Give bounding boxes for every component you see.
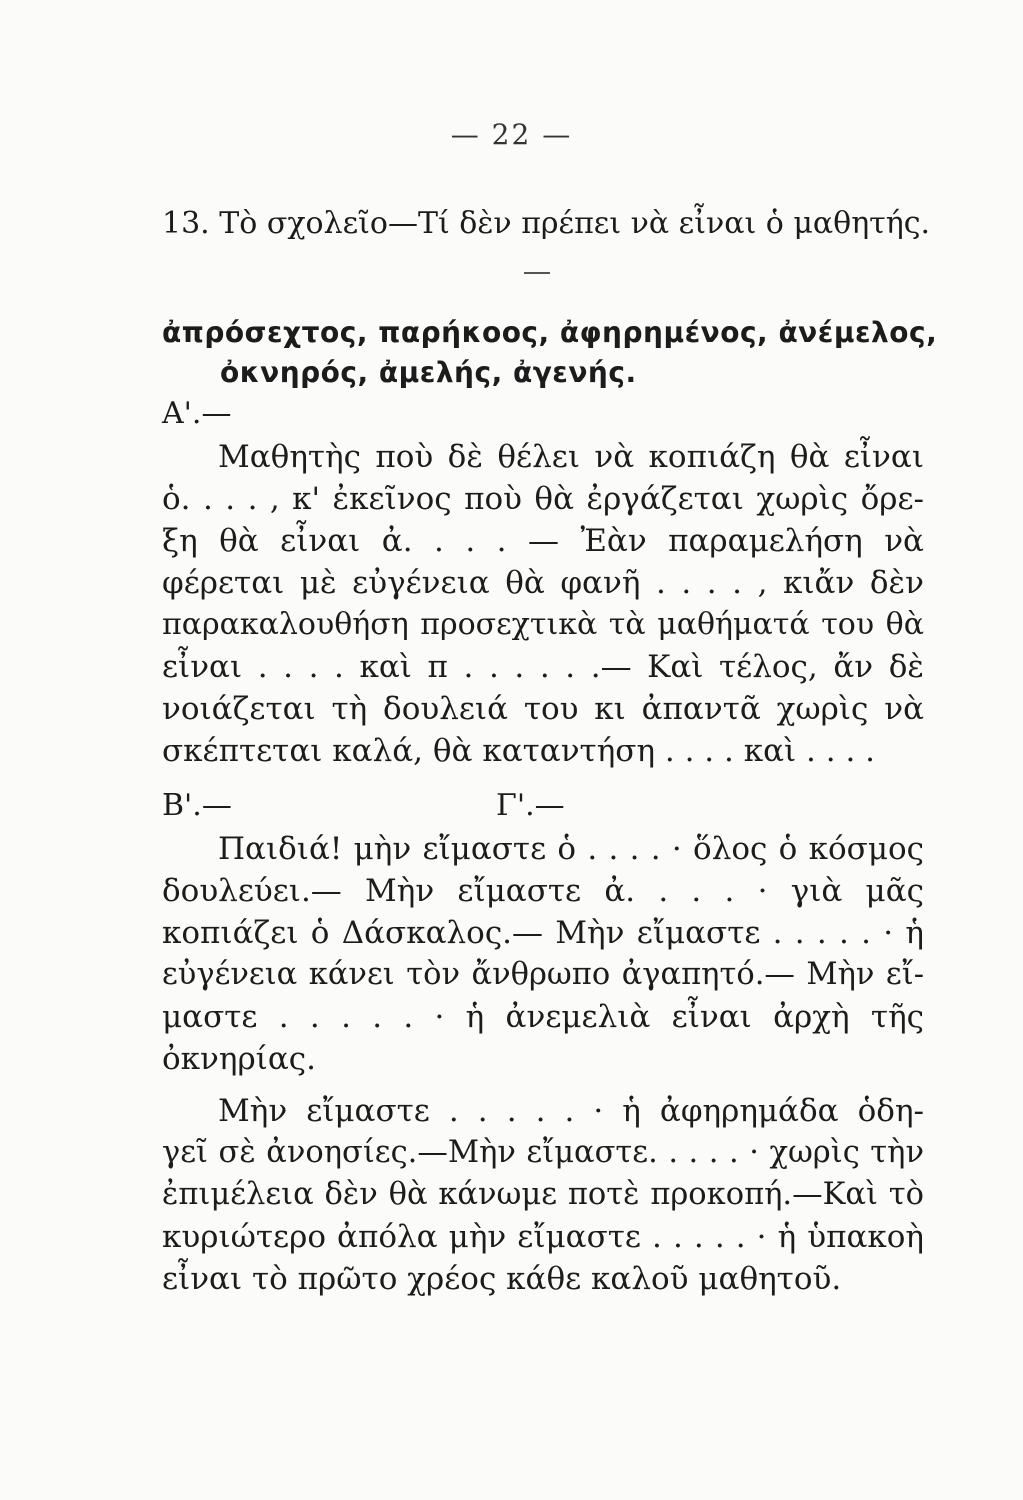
text-line: εἶναι . . . . καὶ π . . . . . .— Καὶ τέλος, ἄν δὲ bbox=[162, 649, 924, 685]
section-divider bbox=[524, 272, 550, 274]
text-line: παρακαλουθήση προσεχτικὰ τὰ μαθήματά του θὰ bbox=[162, 607, 924, 642]
text-line: Παιδιά! μὴν εἴμαστε ὁ . . . . · ὅλος ὁ κόσμος bbox=[218, 831, 924, 867]
text-line: δουλεύει.— Μὴν εἴμαστε ἀ. . . . · γιὰ μᾶς bbox=[162, 873, 924, 909]
vocabulary-line-2: ὀκνηρός, ἀμελής, ἀγενής. bbox=[220, 356, 637, 389]
text-line: ὀκνηρίας. bbox=[162, 1041, 316, 1077]
exercise-label-b: Β'.— bbox=[162, 788, 232, 823]
text-line: ξη θὰ εἶναι ἀ. . . . — Ἐὰν παραμελήση νὰ bbox=[162, 523, 924, 559]
text-line: γεῖ σὲ ἀνοησίες.—Μὴν εἴμαστε. . . . . · χωρὶς τὴν bbox=[162, 1135, 924, 1170]
text-line: ἐπιμέλεια δὲν θὰ κάνωμε ποτὲ προκοπή.—Καὶ τὸ bbox=[162, 1177, 924, 1212]
text-line: κυριώτερο ἀπόλα μὴν εἴμαστε . . . . . · ἡ ὑπακοὴ bbox=[162, 1219, 924, 1255]
text-line: νοιάζεται τὴ δουλειά του κι ἀπαντᾶ χωρὶς νὰ bbox=[162, 691, 924, 727]
text-line: Μαθητὴς ποὺ δὲ θέλει νὰ κοπιάζη θὰ εἶναι bbox=[218, 439, 924, 475]
text-line: εἶναι τὸ πρῶτο χρέος κάθε καλοῦ μαθητοῦ. bbox=[162, 1261, 842, 1297]
exercise-c-paragraph bbox=[162, 828, 924, 1080]
vocabulary-line-1: ἀπρόσεχτος, παρήκοος, ἀφηρημένος, ἀνέμελος, bbox=[162, 316, 938, 349]
text-line: φέρεται μὲ εὐγένεια θὰ φανῆ . . . . , κιἄν δὲν bbox=[162, 565, 924, 601]
text-line: ὁ. . . . , κ' ἐκεῖνος ποὺ θὰ ἐργάζεται χωρὶς ὄρε- bbox=[162, 481, 924, 517]
text-line: Μὴν εἴμαστε . . . . . · ἡ ἀφηρημάδα ὁδη- bbox=[218, 1093, 924, 1129]
text-line: μαστε . . . . . · ἡ ἀνεμελιὰ εἶναι ἀρχὴ τῆς bbox=[162, 999, 924, 1035]
lesson-heading: 13. Τὸ σχολεῖο—Τί δὲν πρέπει νὰ εἶναι ὁ μαθητής. bbox=[162, 206, 931, 241]
exercise-a-paragraph bbox=[162, 436, 924, 772]
page-number: — 22 — bbox=[450, 118, 573, 151]
text-line: εὐγένεια κάνει τὸν ἄνθρωπο ἀγαπητό.— Μὴν εἴ- bbox=[162, 957, 924, 992]
exercise-label-a: Α'.— bbox=[162, 396, 232, 431]
exercise-label-c: Γ'.— bbox=[496, 788, 565, 823]
text-line: σκέπτεται καλά, θὰ καταντήση . . . . καὶ . . . . bbox=[162, 733, 875, 769]
exercise-d-paragraph bbox=[162, 1090, 924, 1300]
text-line: κοπιάζει ὁ Δάσκαλος.— Μὴν εἴμαστε . . . . . · ἡ bbox=[162, 915, 924, 951]
